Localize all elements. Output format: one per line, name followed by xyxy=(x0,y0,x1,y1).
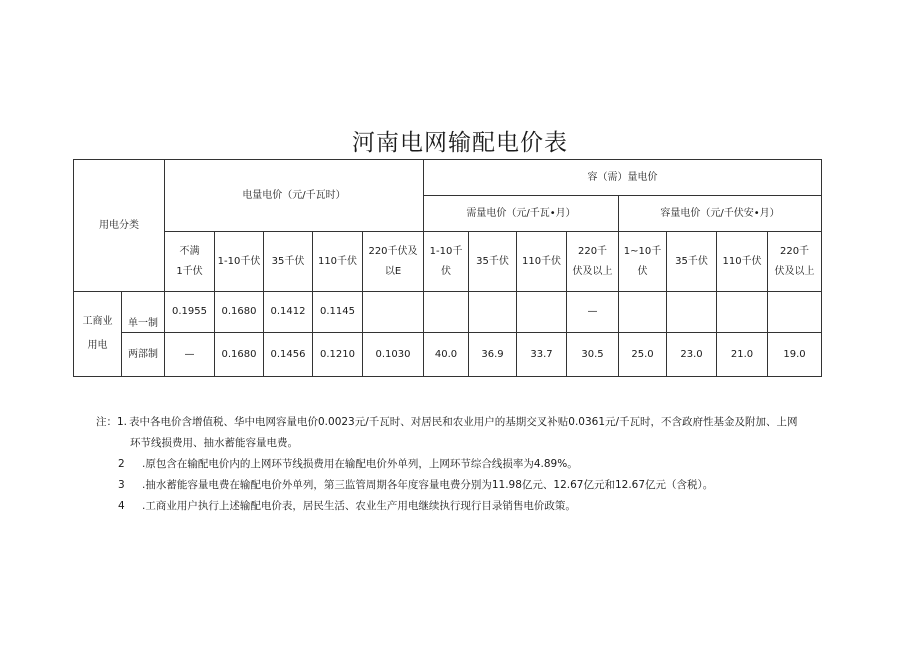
capacity-col-header: 35千伏 xyxy=(667,232,717,292)
notes-section xyxy=(96,412,836,517)
note-line xyxy=(96,433,836,454)
table-cell: 0.1955 xyxy=(165,292,215,333)
table-cell: 33.7 xyxy=(517,333,567,377)
capacity-col-header: 110千伏 xyxy=(717,232,768,292)
table-cell: 0.1412 xyxy=(264,292,313,333)
table-cell xyxy=(619,292,667,333)
capacity-demand-header: 容（需）量电价 xyxy=(424,160,822,196)
note-line xyxy=(96,412,836,433)
table-cell: 36.9 xyxy=(469,333,517,377)
row-group-label: 工商业 用电 xyxy=(74,292,122,377)
table-cell xyxy=(717,292,768,333)
demand-col-header: 1-10千伏 xyxy=(424,232,469,292)
table-cell: 0.1145 xyxy=(313,292,363,333)
note-number: 3 xyxy=(118,479,125,491)
note-text: 表中各电价含增值税、华中电网容量电价0.0023元/千瓦时、对居民和农业用户的基期交叉补贴0.0361元/千瓦时，不含政府性基金及附加、上网 xyxy=(129,416,798,428)
energy-col-header: 220千伏及 以E xyxy=(363,232,424,292)
table-cell xyxy=(667,292,717,333)
note-line xyxy=(96,475,836,496)
table-cell xyxy=(424,292,469,333)
note-line xyxy=(96,496,836,517)
energy-col-header: 1-10千伏 xyxy=(215,232,264,292)
table-cell: 19.0 xyxy=(768,333,822,377)
category-header: 用电分类 xyxy=(74,160,165,292)
demand-col-header: 220千 伏及以上 xyxy=(567,232,619,292)
note-line xyxy=(96,454,836,475)
table-cell: 21.0 xyxy=(717,333,768,377)
demand-price-header: 需量电价（元/千瓦•月） xyxy=(424,196,619,232)
table-cell: 40.0 xyxy=(424,333,469,377)
demand-col-header: 110千伏 xyxy=(517,232,567,292)
row-label: 单一制 xyxy=(122,292,165,333)
demand-col-header: 35千伏 xyxy=(469,232,517,292)
note-text: .抽水蓄能容量电费在输配电价外单列，第三监管周期各年度容量电费分别为11.98亿元、12.67亿元和12.67亿元（含税）。 xyxy=(142,479,714,491)
table-cell: 0.1030 xyxy=(363,333,424,377)
table-cell xyxy=(469,292,517,333)
note-number: 2 xyxy=(118,458,125,470)
table-cell: 0.1680 xyxy=(215,333,264,377)
table-cell: 23.0 xyxy=(667,333,717,377)
tariff-table xyxy=(73,159,822,377)
energy-col-header: 35千伏 xyxy=(264,232,313,292)
capacity-col-header: 1~10千伏 xyxy=(619,232,667,292)
capacity-col-header: 220千 伏及以上 xyxy=(768,232,822,292)
table-cell xyxy=(768,292,822,333)
table-cell: 0.1210 xyxy=(313,333,363,377)
row-label: 两部制 xyxy=(122,333,165,377)
page-title: 河南电网输配电价表 xyxy=(352,130,568,156)
table-cell: — xyxy=(567,292,619,333)
table-cell: 0.1456 xyxy=(264,333,313,377)
note-text: 环节线损费用、抽水蓄能容量电费。 xyxy=(130,437,298,449)
table-cell xyxy=(517,292,567,333)
note-number: 4 xyxy=(118,500,125,512)
table-cell: 30.5 xyxy=(567,333,619,377)
energy-price-header: 电量电价（元/千瓦时） xyxy=(165,160,424,232)
note-text: .原包含在输配电价内的上网环节线损费用在输配电价外单列，上网环节综合线损率为4.89%。 xyxy=(142,458,578,470)
note-prefix: 注： xyxy=(96,416,117,428)
table-cell: 25.0 xyxy=(619,333,667,377)
energy-col-header: 不满 1千伏 xyxy=(165,232,215,292)
table-cell: — xyxy=(165,333,215,377)
table-cell xyxy=(363,292,424,333)
capacity-price-header: 容量电价（元/千伏安•月） xyxy=(619,196,822,232)
note-number: 1. xyxy=(117,416,128,428)
table-cell: 0.1680 xyxy=(215,292,264,333)
note-text: .工商业用户执行上述输配电价表，居民生活、农业生产用电继续执行现行目录销售电价政策。 xyxy=(142,500,576,512)
energy-col-header: 110千伏 xyxy=(313,232,363,292)
